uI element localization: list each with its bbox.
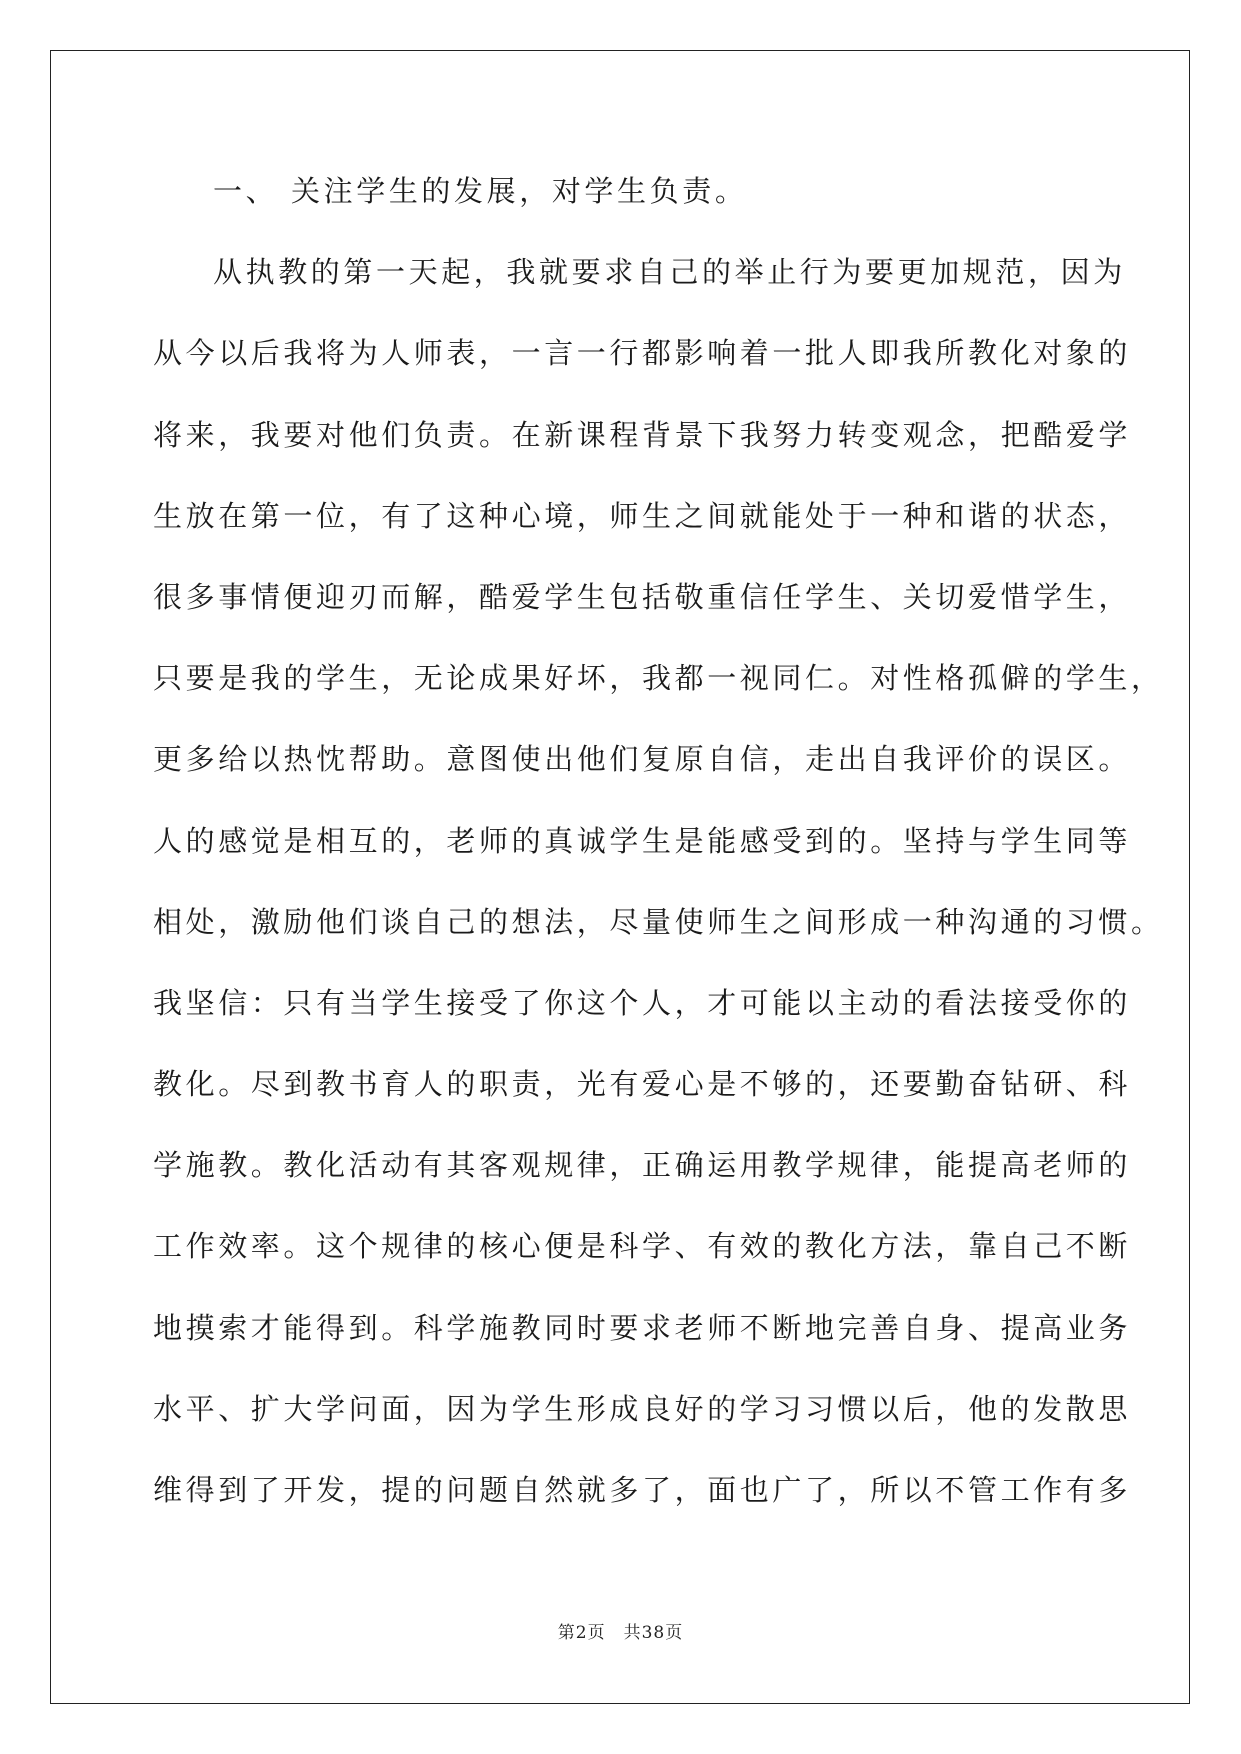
paragraph-line: 只要是我的学生，无论成果好坏，我都一视同仁。对性格孤僻的学生， (153, 661, 1164, 696)
paragraph-line: 从执教的第一天起，我就要求自己的举止行为要更加规范，因为 (213, 255, 1126, 290)
paragraph-line: 很多事情便迎刃而解，酷爱学生包括敬重信任学生、关切爱惜学生， (153, 579, 1132, 614)
paragraph-line: 从今以后我将为人师表，一言一行都影响着一批人即我所教化对象的 (153, 336, 1132, 371)
paragraph-line: 水平、扩大学问面，因为学生形成良好的学习习惯以后，他的发散思 (153, 1391, 1132, 1426)
paragraph-line: 我坚信：只有当学生接受了你这个人，才可能以主动的看法接受你的 (153, 985, 1132, 1020)
page-footer (0, 1618, 1241, 1643)
paragraph-line: 地摸索才能得到。科学施教同时要求老师不断地完善自身、提高业务 (153, 1310, 1132, 1345)
paragraph-line: 人的感觉是相互的，老师的真诚学生是能感受到的。坚持与学生同等 (153, 823, 1132, 858)
section-heading: 一、 关注学生的发展，对学生负责。 (213, 174, 748, 208)
paragraph-line: 教化。尽到教书育人的职责，光有爱心是不够的，还要勤奋钻研、科 (153, 1067, 1132, 1102)
paragraph-line: 将来，我要对他们负责。在新课程背景下我努力转变观念，把酷爱学 (153, 417, 1132, 452)
paragraph-line: 更多给以热忱帮助。意图使出他们复原自信，走出自我评价的误区。 (153, 742, 1132, 777)
document-body (153, 163, 1164, 1543)
paragraph-line: 相处，激励他们谈自己的想法，尽量使师生之间形成一种沟通的习惯。 (153, 904, 1164, 939)
page-total: 共38页 (623, 1623, 684, 1643)
paragraph-line: 生放在第一位，有了这种心境，师生之间就能处于一种和谐的状态， (153, 498, 1132, 533)
page-number: 第2页 (557, 1623, 606, 1643)
paragraph-line: 工作效率。这个规律的核心便是科学、有效的教化方法，靠自己不断 (153, 1229, 1132, 1264)
paragraph-line: 维得到了开发，提的问题自然就多了，面也广了，所以不管工作有多 (153, 1473, 1132, 1507)
paragraph-line: 学施教。教化活动有其客观规律，正确运用教学规律，能提高老师的 (153, 1148, 1132, 1183)
